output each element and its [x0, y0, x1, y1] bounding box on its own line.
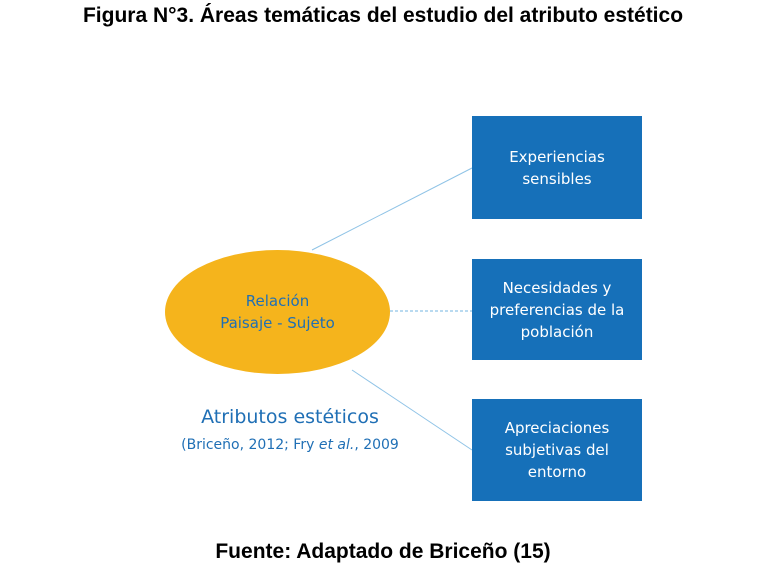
connector-to-box-1 [312, 168, 472, 250]
attributes-citation [120, 437, 460, 453]
citation-post: , 2009 [354, 437, 399, 453]
box-necesidades [472, 259, 642, 360]
box-3-line-1: Apreciaciones [504, 419, 610, 437]
box-apreciaciones [472, 399, 642, 501]
box-2-line-2: preferencias de la [489, 300, 625, 319]
figure-title: Figura N°3. Áreas temáticas del estudio del atributo estético [82, 4, 684, 27]
attributes-caption-title: Atributos estéticos [201, 406, 379, 428]
box-experiencias [472, 116, 642, 219]
figure-source: Fuente: Adaptado de Briceño (15) [215, 540, 551, 563]
center-line-1: Relación [245, 292, 310, 310]
box-1-line-1: Experiencias [509, 147, 605, 166]
box-2-line-3: población [520, 322, 594, 341]
center-ellipse [165, 250, 390, 374]
box-3-line-3: entorno [527, 463, 587, 481]
box-1-line-2: sensibles [522, 169, 592, 188]
citation-et-al: et al. [318, 437, 355, 453]
box-3-line-2: subjetivas del [505, 441, 609, 459]
center-line-2: Paisaje - Sujeto [220, 314, 335, 332]
citation-pre: (Briceño, 2012; Fry [181, 437, 319, 453]
box-2-line-1: Necesidades y [502, 278, 612, 297]
